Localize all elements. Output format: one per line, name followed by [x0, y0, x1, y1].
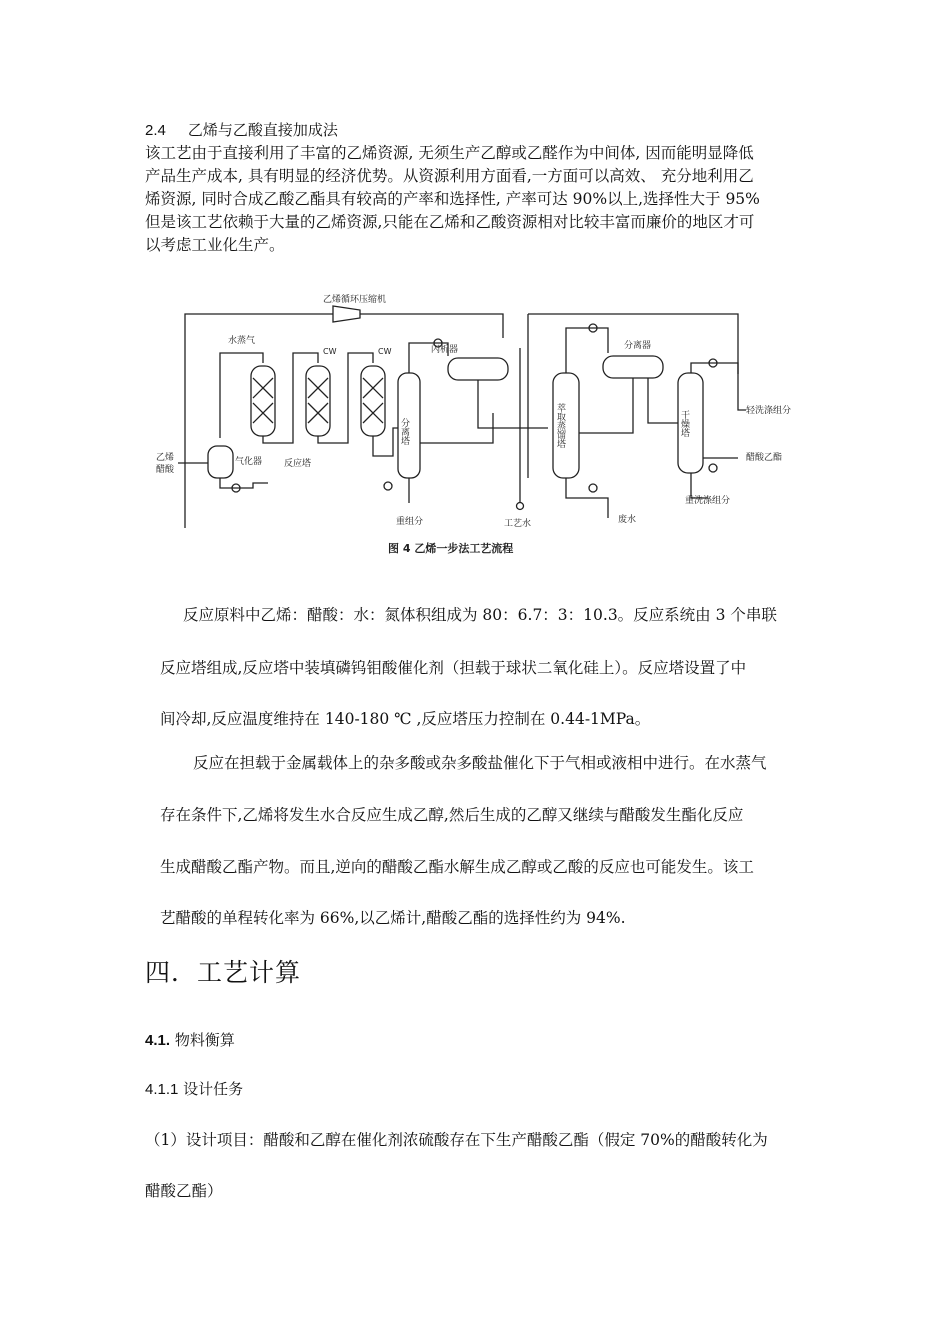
reactor-3: [361, 366, 385, 436]
intro-line: 该工艺由于直接利用了丰富的乙烯资源, 无须生产乙醇或乙醛作为中间体, 因而能明显降低: [145, 144, 754, 162]
recycle-line: [185, 314, 738, 528]
label-dryer: 干燥塔: [679, 410, 689, 437]
para2-line: 存在条件下,乙烯将发生水合反应生成乙醇,然后生成的乙醇又继续与醋酸发生酯化反应: [160, 806, 744, 824]
label-waste-water: 废水: [618, 515, 637, 525]
chapter-heading: 四．工艺计算: [145, 958, 302, 987]
vaporizer: [208, 446, 233, 478]
reboiler-icon: [384, 482, 392, 490]
label-steam: 水蒸气: [228, 336, 256, 346]
subsection-number: 4.1.: [145, 1032, 171, 1049]
item1-line: 醋酸乙酯）: [145, 1182, 223, 1200]
label-compressor: 乙烯循环压缩机: [323, 295, 387, 305]
label-heavy1: 重组分: [396, 517, 424, 527]
label-cw2: CW: [378, 347, 392, 356]
reactor-1: [251, 366, 275, 436]
label-extractive: 萃取蒸馏塔: [555, 403, 565, 448]
intro-line: 以考虑工业化生产。: [145, 236, 285, 254]
section-title: 乙烯与乙酸直接加成法: [187, 121, 338, 139]
label-light-wash: 轻洗涤组分: [746, 406, 792, 416]
para1-line: 反应原料中乙烯：醋酸：水：氮体积组成为 80：6.7：3：10.3。反应系统由 3 个串联: [183, 606, 777, 624]
label-heavy-wash: 重洗涤组分: [685, 496, 731, 506]
flash-drum: [448, 358, 508, 380]
intro-line: 烯资源, 同时合成乙酸乙酯具有较高的产率和选择性, 产率可达 90%以上,选择性大于 95%: [145, 190, 760, 208]
label-ethyl-acetate: 醋酸乙酯: [746, 453, 783, 463]
label-process-water: 工艺水: [504, 519, 532, 529]
label-ethylene: 乙烯: [156, 453, 175, 463]
section-heading: [145, 119, 338, 140]
intro-paragraph: [145, 142, 815, 257]
intro-line: 产品生产成本, 具有明显的经济优势。从资源利用方面看,一方面可以高效、 充分地利用乙: [145, 167, 754, 185]
label-acetic-acid: 醋酸: [156, 465, 175, 475]
para2-line: 艺醋酸的单程转化率为 66%,以乙烯计,醋酸乙酯的选择性约为 94%.: [160, 909, 626, 927]
intro-line: 但是该工艺依赖于大量的乙烯资源,只能在乙烯和乙酸资源相对比较丰富而廉价的地区才可: [145, 213, 755, 231]
compressor-icon: [333, 306, 360, 322]
label-sep-tower: 分离塔: [399, 418, 409, 445]
label-cw1: CW: [323, 347, 337, 356]
figure-caption: 图 4 乙烯一步法工艺流程: [388, 542, 514, 555]
subsection-4-1: [145, 1029, 235, 1050]
subsection-title: 物料衡算: [174, 1031, 235, 1049]
subsection-4-1-1: [145, 1078, 243, 1099]
subsection-title: 设计任务: [183, 1080, 244, 1098]
process-flow-diagram: [148, 288, 808, 563]
label-vaporizer: 气化器: [235, 457, 263, 467]
separator-drum: [603, 356, 663, 378]
label-flash: 闪析器: [431, 345, 459, 355]
subsection-number: 4.1.1: [145, 1081, 179, 1098]
para1-line: 反应塔组成,反应塔中装填磷钨钼酸催化剂（担载于球状二氧化硅上）。反应塔设置了中: [160, 659, 747, 677]
item1-line: （1）设计项目：醋酸和乙醇在催化剂浓硫酸存在下生产醋酸乙酯（假定 70%的醋酸转化为: [145, 1131, 768, 1149]
para2-line: 生成醋酸乙酯产物。而且,逆向的醋酸乙酯水解生成乙醇或乙酸的反应也可能发生。该工: [160, 858, 754, 876]
label-reactor: 反应塔: [284, 459, 312, 469]
process-water-icon: [517, 503, 524, 510]
para2-line: 反应在担载于金属载体上的杂多酸或杂多酸盐催化下于气相或液相中进行。在水蒸气: [193, 754, 767, 772]
label-separator: 分离器: [624, 341, 652, 351]
reactor-2: [306, 366, 330, 436]
section-number: 2.4: [145, 122, 166, 139]
para1-line: 间冷却,反应温度维持在 140-180 ℃ ,反应塔压力控制在 0.44-1MPa。: [160, 710, 651, 728]
